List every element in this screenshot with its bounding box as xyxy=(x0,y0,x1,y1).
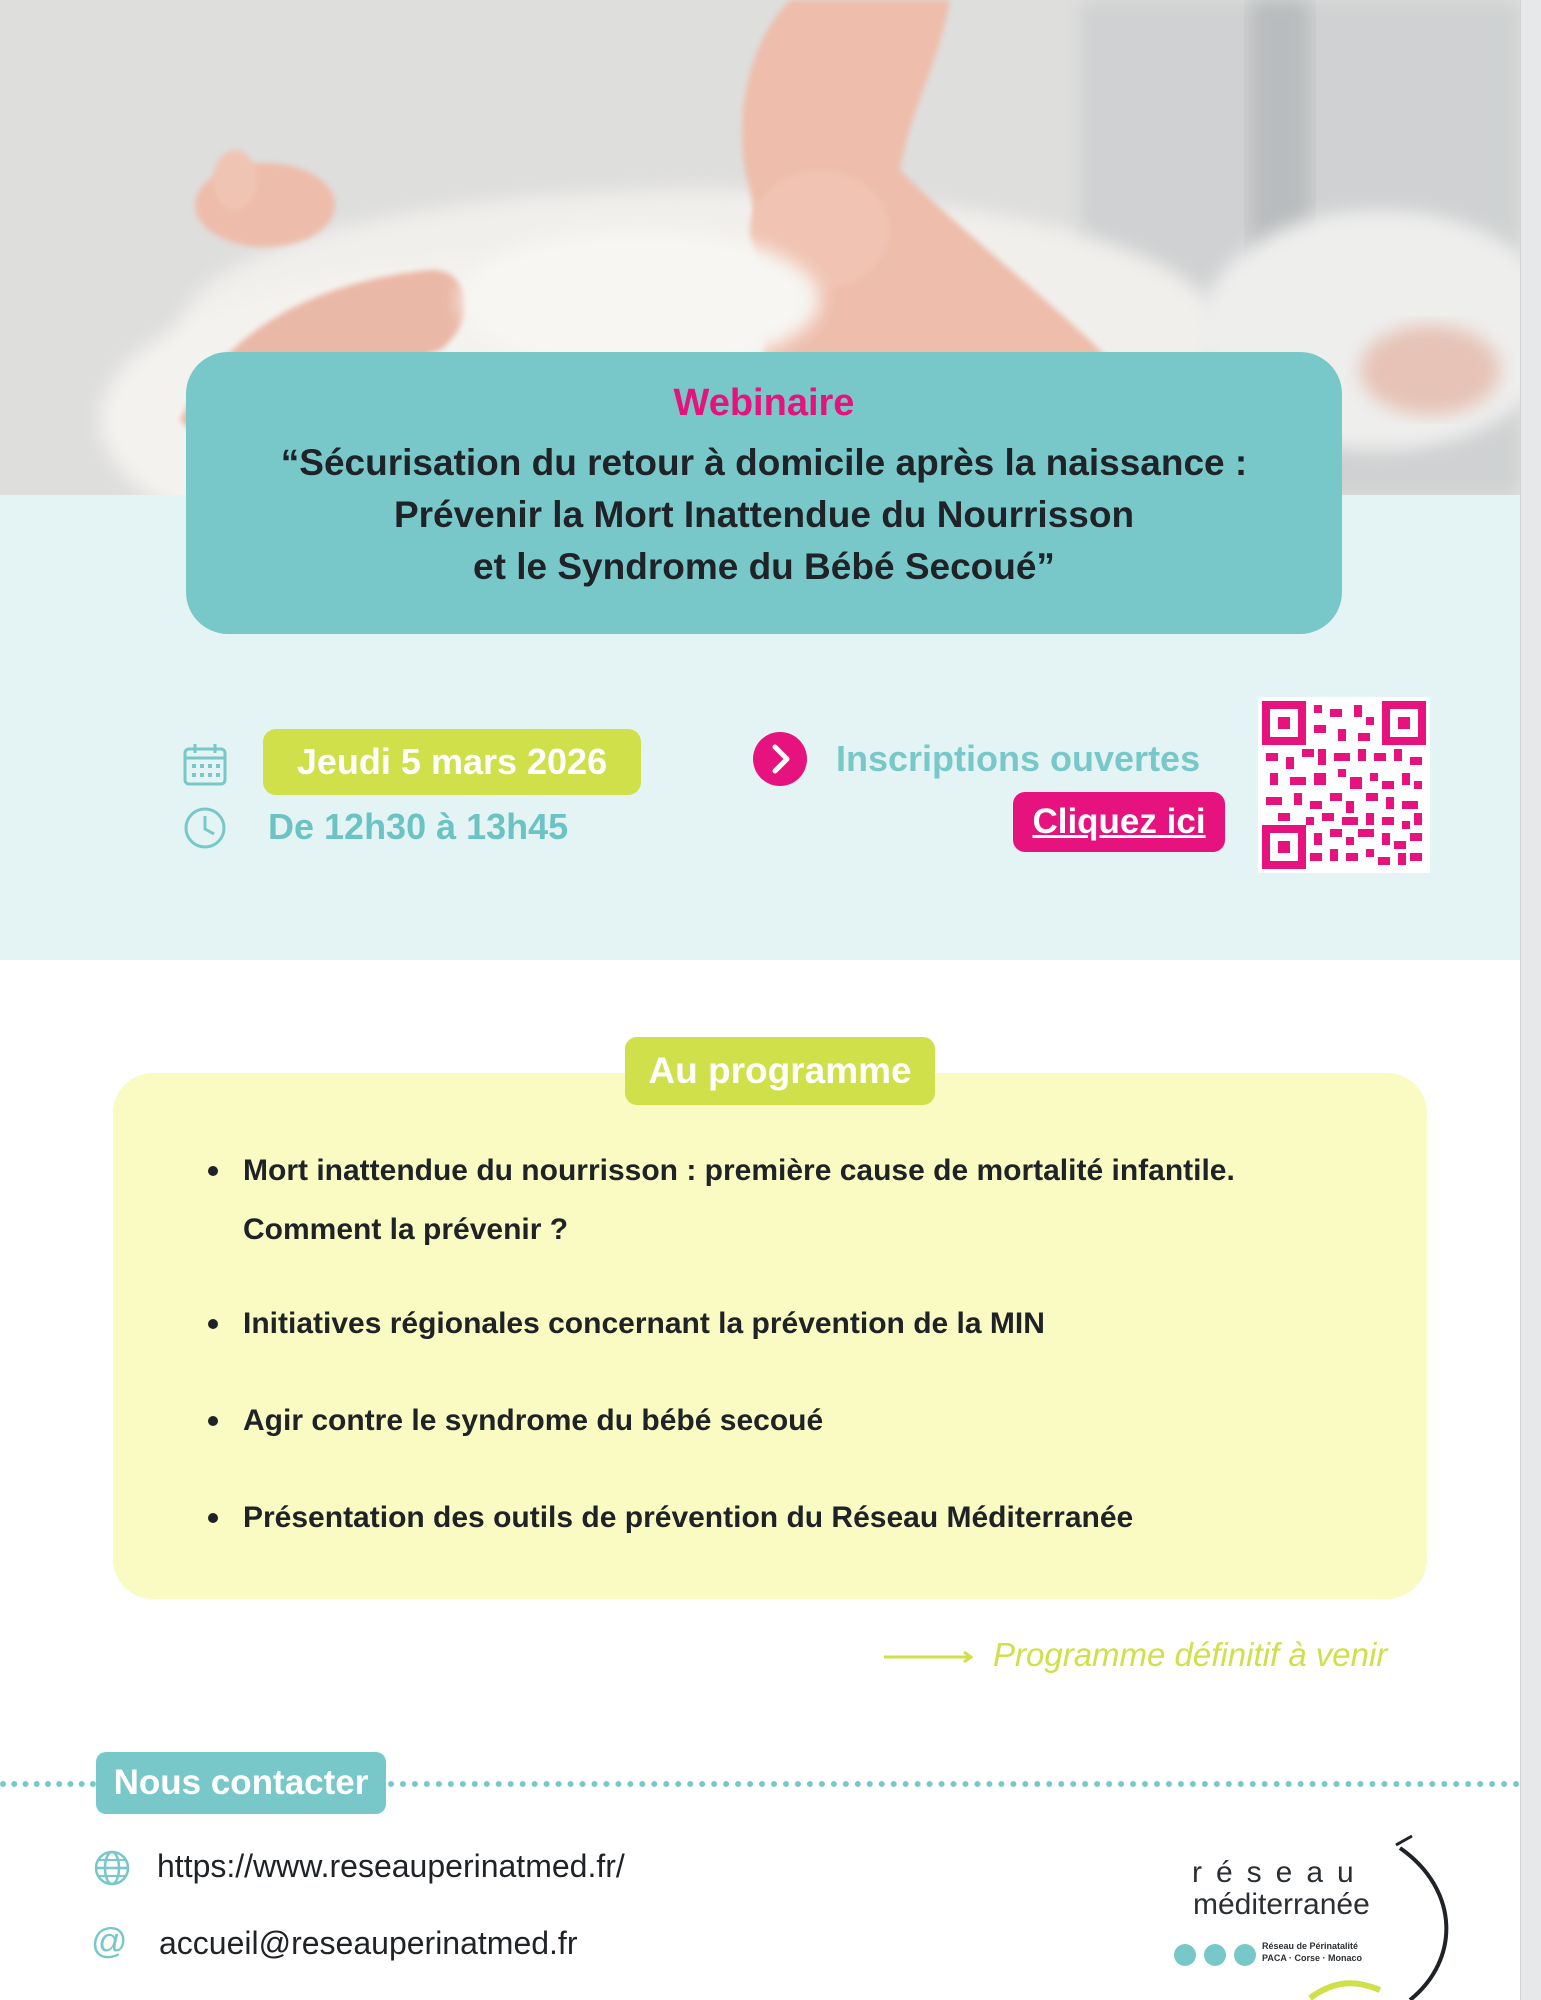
bullet-1 xyxy=(208,1166,218,1176)
at-sign-icon: @ xyxy=(91,1920,128,1961)
long-arrow-icon xyxy=(884,1650,974,1664)
registration-arrow-button[interactable] xyxy=(753,732,807,786)
event-time: De 12h30 à 13h45 xyxy=(268,806,569,847)
logo-subtitle-line-1: Réseau de Périnatalité xyxy=(1262,1941,1359,1951)
bullet-2 xyxy=(208,1319,218,1329)
dotted-divider-left xyxy=(0,1781,96,1787)
title-line-3: et le Syndrome du Bébé Secoué” xyxy=(473,546,1055,587)
qr-code[interactable] xyxy=(1258,697,1430,873)
logo-subtitle-line-2: PACA · Corse · Monaco xyxy=(1262,1953,1363,1963)
programme-item-2: Initiatives régionales concernant la prévention de la MIN xyxy=(243,1307,1045,1340)
calendar-icon xyxy=(182,742,228,788)
registration-status: Inscriptions ouvertes xyxy=(836,738,1201,779)
logo-subtitle xyxy=(1262,1940,1362,1964)
programme-heading: Au programme xyxy=(625,1037,935,1105)
programme-note: Programme définitif à venir xyxy=(993,1636,1388,1673)
title-line-2: Prévenir la Mort Inattendue du Nourrisson xyxy=(393,494,1135,535)
logo-word-reseau: réseau xyxy=(1192,1856,1368,1889)
title-box xyxy=(186,352,1342,634)
title-line-1: “Sécurisation du retour à domicile après la naissance : xyxy=(280,442,1248,483)
programme-item-1 xyxy=(243,1141,1383,1259)
programme-item-4: Présentation des outils de prévention du Réseau Méditerranée xyxy=(243,1501,1134,1534)
globe-icon xyxy=(93,1849,131,1887)
bullet-4 xyxy=(208,1513,218,1523)
reseau-mediterranee-logo xyxy=(1160,1830,1460,2000)
programme-item-3: Agir contre le syndrome du bébé secoué xyxy=(243,1404,824,1437)
contact-heading: Nous contacter xyxy=(96,1752,386,1814)
webinar-label: Webinaire xyxy=(673,382,855,424)
email-link[interactable]: accueil@reseauperinatmed.fr xyxy=(159,1925,578,1961)
programme-item-1-line-2: Comment la prévenir ? xyxy=(243,1213,569,1246)
viewer-background xyxy=(1520,0,1541,2000)
dotted-divider-right xyxy=(388,1781,1520,1787)
logo-word-mediterranee: méditerranée xyxy=(1193,1888,1370,1921)
chevron-right-icon xyxy=(753,732,807,786)
clock-icon xyxy=(183,806,227,850)
bullet-3 xyxy=(208,1416,218,1426)
website-link[interactable]: https://www.reseauperinatmed.fr/ xyxy=(157,1848,625,1884)
event-date: Jeudi 5 mars 2026 xyxy=(263,729,641,795)
programme-item-1-line-1: Mort inattendue du nourrisson : première cause de mortalité infantile. xyxy=(243,1154,1235,1187)
register-link-button[interactable]: Cliquez ici xyxy=(1013,792,1225,852)
